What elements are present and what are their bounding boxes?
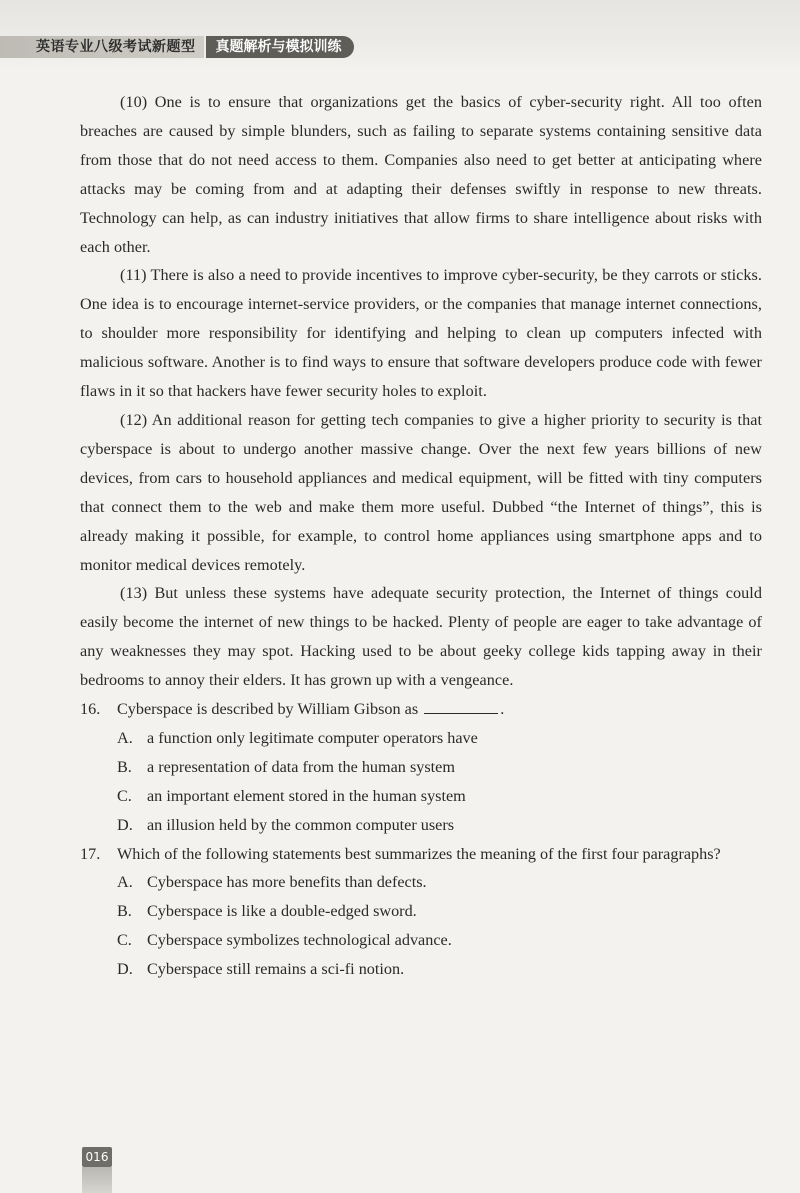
question-17 [80,840,762,985]
option-text: a function only legitimate computer operators have [147,728,478,747]
page-body [80,88,762,984]
paragraph-12: (12) An additional reason for getting tech companies to give a higher priority to security is that cyberspace is about to undergo another massive change. Over the next few years billions of new devices, from cars to household appliances and medical equipment, will be fitted with tiny computers that connect them to the web and make them more useful. Dubbed “the Internet of things”, this is already making it possible, for example, to control home appliances using smartphone apps and to monitor medical devices remotely. [80,410,762,574]
running-header [0,34,420,60]
option-letter: D. [117,960,133,979]
option-d [117,955,762,984]
option-c [117,782,762,811]
option-c [117,926,762,955]
question-text: Which of the following statements best summarizes the meaning of the first four paragraphs? [117,844,721,863]
question-text-end: . [500,700,505,719]
option-a [117,868,762,897]
option-letter: C. [117,786,132,805]
option-text: a representation of data from the human system [147,757,455,776]
option-letter: B. [117,902,132,921]
book-title: 英语专业八级考试新题型 [0,36,204,58]
option-text: Cyberspace has more benefits than defects. [147,873,427,892]
option-d [117,811,762,840]
option-letter: C. [117,931,132,950]
option-text: Cyberspace still remains a sci-fi notion. [147,960,405,979]
option-a [117,724,762,753]
option-letter: A. [117,873,133,892]
page-number-tab [82,1167,112,1193]
option-letter: D. [117,815,133,834]
question-text: Cyberspace is described by William Gibson as [117,700,419,719]
option-text: an illusion held by the common computer users [147,815,455,834]
option-list [80,724,762,840]
option-b [117,753,762,782]
option-text: an important element stored in the human system [147,786,466,805]
question-number: 16. [80,700,101,719]
question-stem [80,695,762,724]
option-text: Cyberspace symbolizes technological advance. [147,931,452,950]
paragraph-11: (11) There is also a need to provide incentives to improve cyber-security, be they carrots or sticks. One idea is to encourage internet-service providers, or the companies that manage internet connections, to shoulder more responsibility for identifying and helping to clean up computers infected with malicious software. Another is to find ways to ensure that software developers produce code with fewer flaws in it so that hackers have fewer security holes to exploit. [80,266,762,401]
paragraph-10: (10) One is to ensure that organizations get the basics of cyber-security right. All too often breaches are caused by simple blunders, such as failing to separate systems containing sensitive data from those that do not need access to them. Companies also need to get better at anticipating where attacks may be coming from and at adapting their defenses swiftly in response to new threats. Technology can help, as can industry initiatives that allow firms to share intelligence about risks with each other. [80,93,762,256]
paragraph-13: (13) But unless these systems have adequate security protection, the Internet of things could easily become the internet of new things to be hacked. Plenty of people are eager to take advantage of any weaknesses they may spot. Hacking used to be about geeky college kids tapping away in their bedrooms to annoy their elders. It has grown up with a vengeance. [80,584,762,690]
question-number: 17. [80,844,101,863]
page-number: 016 [82,1147,112,1167]
option-list [80,868,762,984]
book-subtitle-tab: 真题解析与模拟训练 [206,36,354,58]
option-b [117,897,762,926]
option-text: Cyberspace is like a double-edged sword. [147,902,417,921]
question-16 [80,695,762,840]
option-letter: B. [117,757,132,776]
answer-blank [424,699,498,714]
question-stem [80,840,762,869]
option-letter: A. [117,728,133,747]
